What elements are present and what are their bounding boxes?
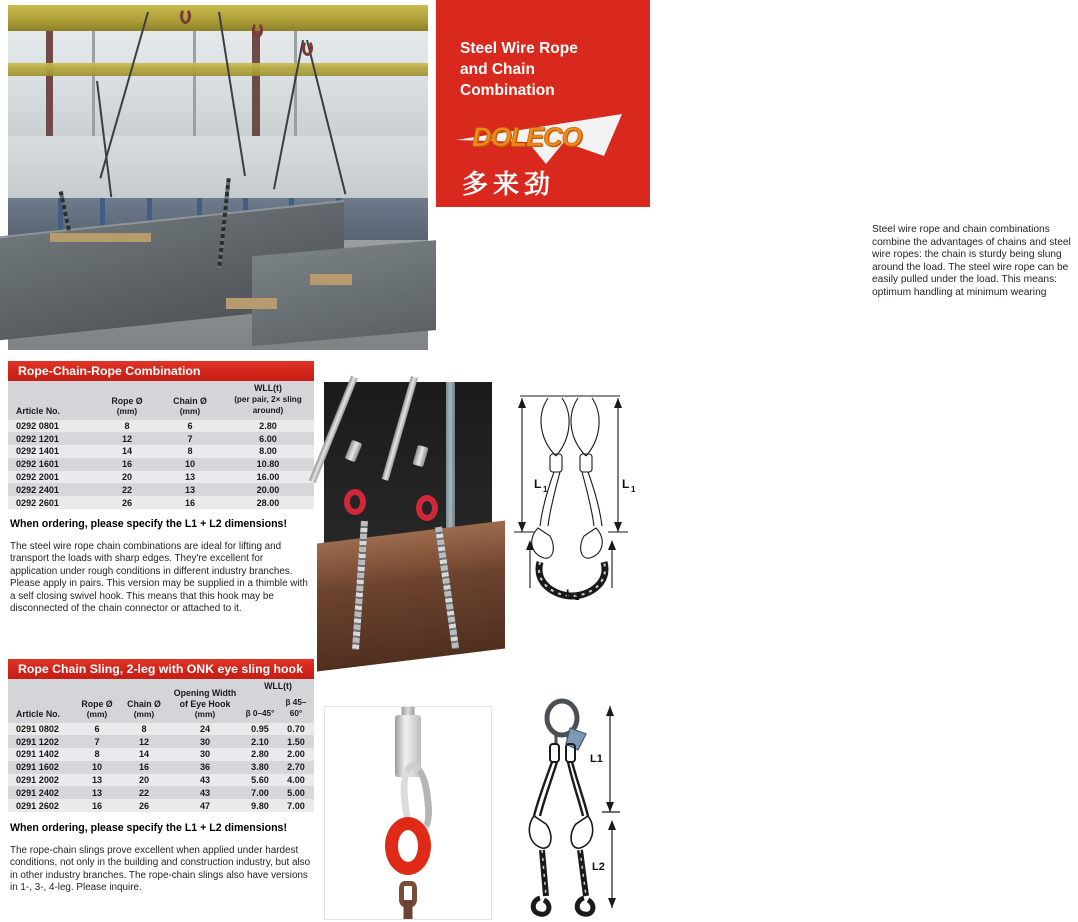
section-1-order-note: When ordering, please specify the L1 + L2 dimensions!: [10, 518, 287, 530]
col-chain-diameter: Chain Ø (mm): [120, 679, 168, 723]
col-article-no: Article No.: [8, 381, 96, 420]
table-row: 0292 0801 8 6 2.80: [8, 420, 314, 433]
photo-wood-block: [310, 274, 352, 285]
brand-wordmark: DOLECO: [472, 122, 582, 152]
table-row: 0292 1201 12 7 6.00: [8, 432, 314, 445]
diameter-icon: Ø: [105, 698, 113, 709]
page-title-line-3: Combination: [460, 82, 555, 99]
intro-paragraph: Steel wire rope and chain combinations combine the advantages of chains and steel wire ropes: the chain is sturdy being slung around the load. The steel wire rope can be easily pulled under the load. This means: optimum handling at minimum wearing: [872, 224, 1071, 298]
table-row: 0291 1402 8 14 30 2.80 2.00: [8, 748, 314, 761]
section-2-technical-drawing: [500, 700, 646, 920]
dimension-label-l1: L1: [590, 753, 603, 765]
col-wll-group: WLL(t): [242, 679, 314, 695]
brand-wordmark-chinese: 多来劲: [462, 170, 556, 200]
photo-column: [46, 19, 53, 143]
diameter-icon: Ø: [154, 698, 161, 709]
table-row: 0291 1602 10 16 36 3.80 2.70: [8, 761, 314, 774]
photo-window-mullion: [193, 12, 196, 143]
dimension-label-l2: L2: [592, 861, 605, 873]
section-2-table-body: [8, 723, 314, 812]
col-article-no: Article No.: [8, 679, 74, 723]
section-2-table: [8, 679, 314, 812]
diameter-icon: Ø: [135, 395, 143, 406]
section-1-technical-drawing: [500, 382, 646, 600]
table-row: 0292 1601 16 10 10.80: [8, 458, 314, 471]
table-row: 0291 2602 16 26 47 9.80 7.00: [8, 799, 314, 812]
photo-crane-hook: [252, 22, 263, 38]
photo-wood-block: [50, 233, 151, 242]
section-1-table: [8, 381, 314, 509]
col-opening-width: Opening Width of Eye Hook (mm): [168, 679, 242, 723]
dimension-label-l1-left: L: [534, 477, 542, 491]
table-row: 0291 2402 13 22 43 7.00 5.00: [8, 786, 314, 799]
col-rope-diameter: Rope Ø (mm): [96, 381, 158, 420]
section-2-order-note: When ordering, please specify the L1 + L2 dimensions!: [10, 822, 287, 834]
table-row: 0292 2401 22 13 20.00: [8, 483, 314, 496]
dimension-label-l2-sub: 2: [575, 593, 580, 602]
page-title-line-1: Steel Wire Rope: [460, 40, 578, 57]
page-title: [460, 38, 640, 101]
section-1-table-body: [8, 420, 314, 509]
brand-logo: [454, 112, 639, 200]
photo-steel-plate: [252, 237, 462, 345]
table-row: 0291 1202 7 12 30 2.10 1.50: [8, 735, 314, 748]
photo-chain-tail: [404, 900, 413, 919]
section-1-title-bar: Rope-Chain-Rope Combination: [8, 361, 314, 381]
photo-crane-hook: [302, 40, 313, 56]
photo-window-mullion: [92, 12, 95, 143]
section-2-description: The rope-chain slings prove excellent when applied under hardest conditions, not only in the building and construction industry, but also in other industry branches. The rope-chain slings also have versions in 1-, 3-, 4-leg. Please inquire.: [10, 845, 311, 894]
brand-panel-red: [436, 0, 650, 207]
dimension-label-l2: L: [566, 587, 574, 601]
photo-crane-rail: [8, 63, 428, 76]
hero-photo: [8, 5, 428, 350]
photo-pole: [446, 382, 455, 537]
photo-red-connector-link: [385, 817, 431, 875]
table-header-row: [8, 381, 314, 420]
table-row: 0291 0802 6 8 24 0.95 0.70: [8, 723, 314, 736]
dimension-label-l1-right-sub: 1: [631, 485, 636, 494]
drawing-rope-chain-rope: [500, 382, 646, 600]
page-title-line-2: and Chain: [460, 61, 535, 78]
photo-red-connector-link: [416, 495, 438, 521]
section-2-title-bar: Rope Chain Sling, 2-leg with ONK eye sling hook: [8, 659, 314, 679]
brand-panel: [436, 0, 1071, 352]
section-2-product-photo: [324, 706, 492, 920]
col-rope-diameter: Rope Ø (mm): [74, 679, 120, 723]
photo-wood-block: [226, 298, 276, 309]
page-header: [0, 0, 1071, 352]
col-wll-angle-0-45: β 0–45°: [242, 695, 278, 723]
diameter-icon: Ø: [200, 395, 207, 406]
table-row: 0292 1401 14 8 8.00: [8, 445, 314, 458]
table-row: 0292 2601 26 16 28.00: [8, 496, 314, 509]
table-header-row: [8, 679, 314, 695]
section-1-product-photo: [324, 382, 492, 650]
col-chain-diameter: Chain Ø (mm): [158, 381, 222, 420]
dimension-label-l1-left-sub: 1: [543, 485, 548, 494]
dimension-label-l1-right: L: [622, 477, 630, 491]
section-1-description: The steel wire rope chain combinations are ideal for lifting and transport the loads with sharp edges. They're excellent for application under rough conditions in different industry branches. Please apply in pairs. This version may be supplied in a thimble with a self closing swivel hook. This means that this hook may be disconnected of the chain connector or attached to it.: [10, 541, 308, 615]
table-row: 0291 2002 13 20 43 5.60 4.00: [8, 774, 314, 787]
col-wll: WLL(t) (per pair, 2× sling around): [222, 381, 314, 420]
drawing-2-leg-sling: [500, 700, 646, 920]
col-wll-angle-45-60: β 45–60°: [278, 695, 314, 723]
table-row: 0292 2001 20 13 16.00: [8, 471, 314, 484]
